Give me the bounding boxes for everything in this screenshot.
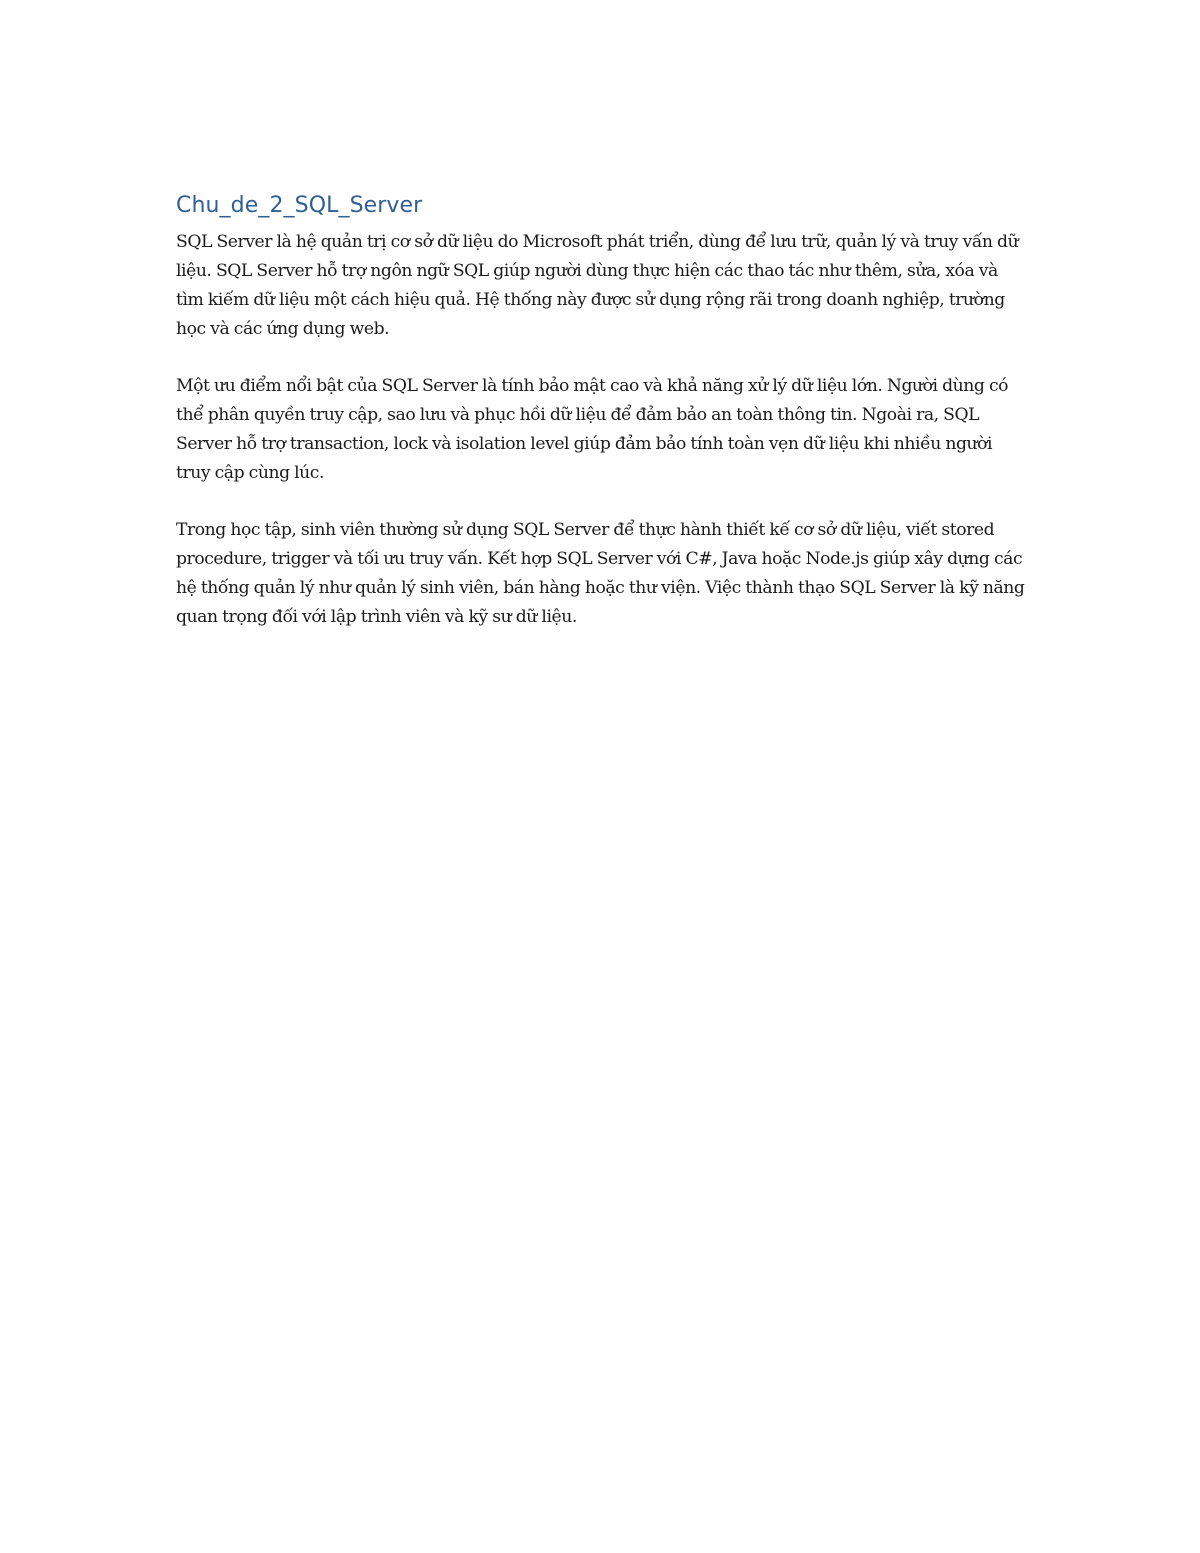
paragraph-security-advantages: Một ưu điểm nổi bật của SQL Server là tính bảo mật cao và khả năng xử lý dữ liệu lớn. Người dùng có thể phân quyền truy cập, sao lưu và phục hồi dữ liệu để đảm bảo an toàn thông tin. Ngoài ra, SQL Server hỗ trợ transaction, lock và isolation level giúp đảm bảo tính toàn vẹn dữ liệu khi nhiều người truy cập cùng lúc. (176, 376, 1009, 483)
document-title: Chu_de_2_SQL_Server (176, 193, 423, 218)
paragraph-learning-usage: Trong học tập, sinh viên thường sử dụng SQL Server để thực hành thiết kế cơ sở dữ liệu, viết stored procedure, trigger và tối ưu truy vấn. Kết hợp SQL Server với C#, Java hoặc Node.js giúp xây dựng các hệ thống quản lý như quản lý sinh viên, bán hàng hoặc thư viện. Việc thành thạo SQL Server là kỹ năng quan trọng đối với lập trình viên và kỹ sư dữ liệu. (176, 520, 1025, 627)
paragraph-sql-server-intro: SQL Server là hệ quản trị cơ sở dữ liệu do Microsoft phát triển, dùng để lưu trữ, quản lý và truy vấn dữ liệu. SQL Server hỗ trợ ngôn ngữ SQL giúp người dùng thực hiện các thao tác như thêm, sửa, xóa và tìm kiếm dữ liệu một cách hiệu quả. Hệ thống này được sử dụng rộng rãi trong doanh nghiệp, trường học và các ứng dụng web. (176, 232, 1019, 339)
document-body (176, 190, 1026, 660)
